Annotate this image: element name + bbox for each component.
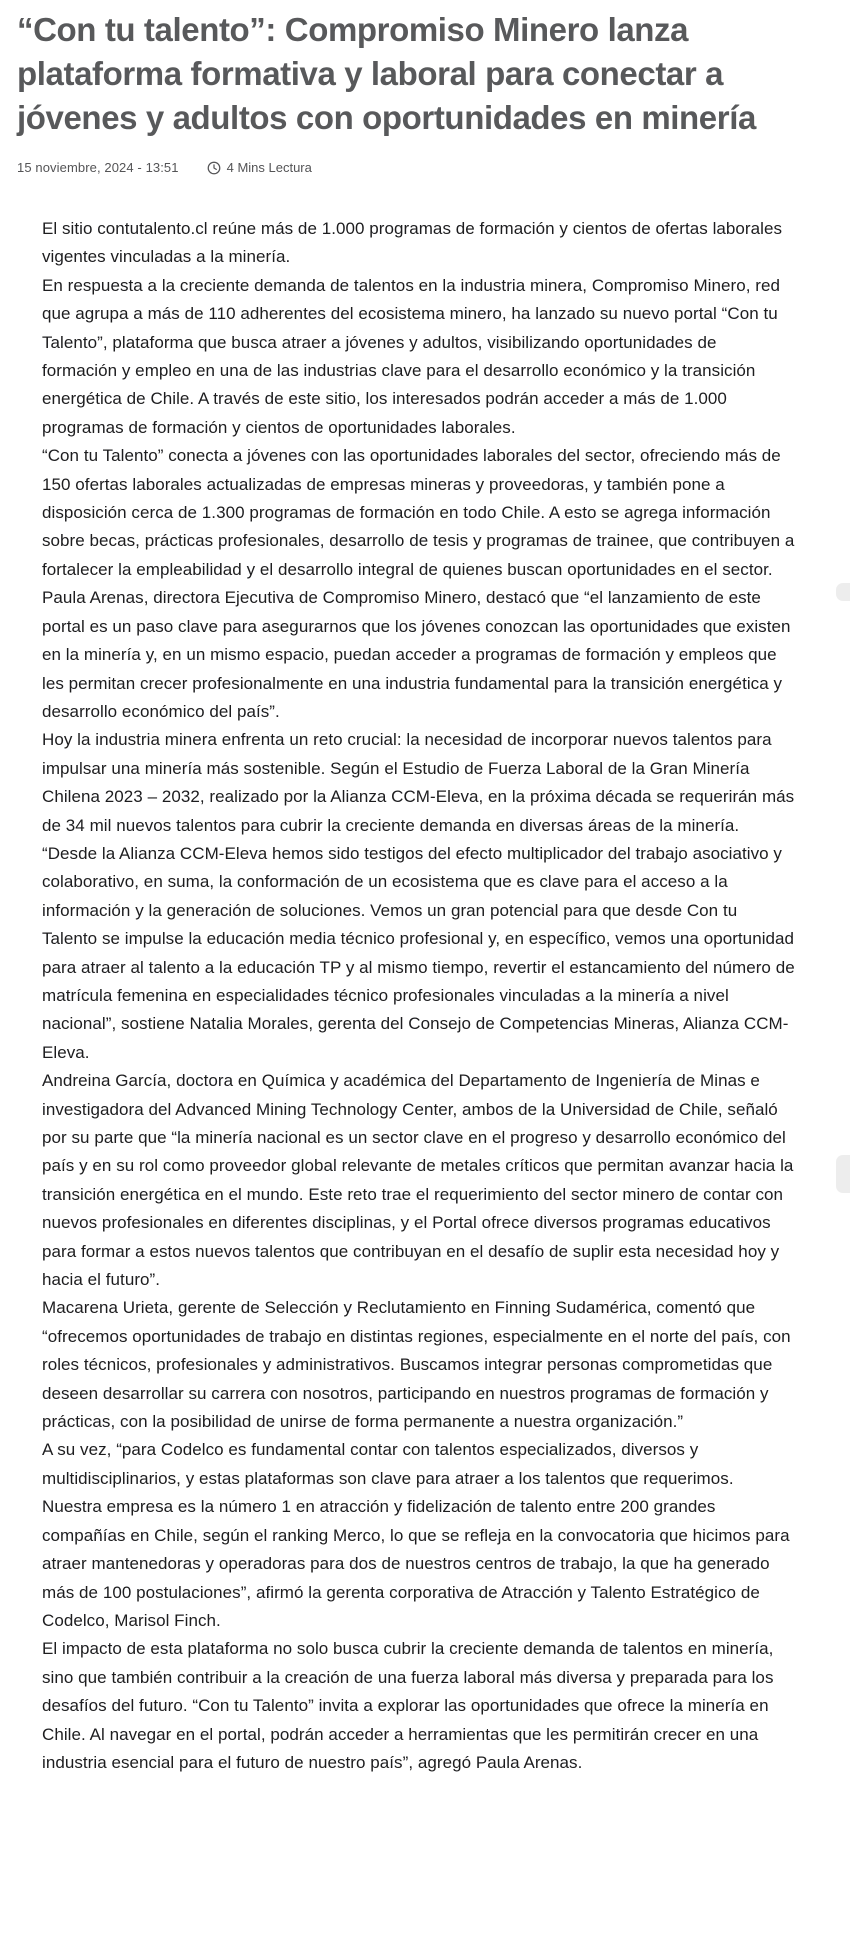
scrollbar-thumb[interactable] <box>836 1155 850 1193</box>
article-paragraph: Paula Arenas, directora Ejecutiva de Compromiso Minero, destacó que “el lanzamiento de este portal es un paso clave para asegurarnos que los jóvenes conozcan las oportunidades que existen en la minería y, en un mismo espacio, puedan acceder a programas de formación y empleos que les permitan crecer profesionalmente en una industria fundamental para la transición energética y desarrollo económico del país”. <box>42 588 791 721</box>
read-time <box>207 160 312 175</box>
article-paragraph: A su vez, “para Codelco es fundamental contar con talentos especializados, diversos y multidisciplinarios, y estas plataformas son clave para atraer a los talentos que requerimos. Nuestra empresa es la número 1 en atracción y fidelización de talento entre 200 grandes compañías en Chile, según el ranking Merco, lo que se refleja en la convocatoria que hicimos para atraer mantenedoras y operadoras para dos de nuestros centros de trabajo, la que ha generado más de 100 postulaciones”, afirmó la gerenta corporativa de Atracción y Talento Estratégico de Codelco, Marisol Finch. <box>42 1440 790 1630</box>
article-paragraph: El impacto de esta plataforma no solo busca cubrir la creciente demanda de talentos en minería, sino que también contribuir a la creación de una fuerza laboral más diversa y preparada para los desafíos del futuro. “Con tu Talento” invita a explorar las oportunidades que ofrece la minería en Chile. Al navegar en el portal, podrán acceder a herramientas que les permitirán crecer en una industria esencial para el futuro de nuestro país”, agregó Paula Arenas. <box>42 1639 774 1772</box>
page-title: “Con tu talento”: Compromiso Minero lanza plataforma formativa y laboral para conectar a jóvenes y adultos con oportunidades en minería <box>17 11 756 136</box>
scrollbar-thumb[interactable] <box>836 583 850 601</box>
publish-date: 15 noviembre, 2024 - 13:51 <box>17 160 179 175</box>
article-paragraph: En respuesta a la creciente demanda de talentos en la industria minera, Compromiso Minero, red que agrupa a más de 110 adherentes del ecosistema minero, ha lanzado su nuevo portal “Con tu Talento”, plataforma que busca atraer a jóvenes y adultos, visibilizando oportunidades de formación y empleo en una de las industrias clave para el desarrollo económico y la transición energética de Chile. A través de este sitio, los interesados podrán acceder a más de 1.000 programas de formación y cientos de oportunidades laborales. <box>42 275 780 437</box>
article-paragraph: “Desde la Alianza CCM-Eleva hemos sido testigos del efecto multiplicador del trabajo asociativo y colaborativo, en suma, la conformación de un ecosistema que es clave para el acceso a la información y la generación de soluciones. Vemos un gran potencial para que desde Con tu Talento se impulse la educación media técnico profesional y, en específico, vemos una oportunidad para atraer al talento a la educación TP y al mismo tiempo, revertir el estancamiento del número de matrícula femenina en especialidades técnico profesionales vinculadas a la minería a nivel nacional”, sostiene Natalia Morales, gerenta del Consejo de Competencias Mineras, Alianza CCM-Eleva. <box>42 843 795 1062</box>
article-paragraph: Andreina García, doctora en Química y académica del Departamento de Ingeniería de Minas e investigadora del Advanced Mining Technology Center, ambos de la Universidad de Chile, señaló por su parte que “la minería nacional es un sector clave en el progreso y desarrollo económico del país y en su rol como proveedor global relevante de metales críticos que permitan avanzar hacia la transición energética en el mundo. Este reto trae el requerimiento del sector minero de contar con nuevos profesionales en diferentes disciplinas, y el Portal ofrece diversos programas educativos para formar a estos nuevos talentos que contribuyan en el desafío de suplir esta necesidad hoy y hacia el futuro”. <box>42 1071 794 1290</box>
article-meta <box>17 160 850 175</box>
article-paragraph: El sitio contutalento.cl reúne más de 1.000 programas de formación y cientos de ofertas laborales vigentes vinculadas a la minería. <box>42 219 783 267</box>
read-time-label: 4 Mins Lectura <box>226 160 312 175</box>
article-paragraph: Macarena Urieta, gerente de Selección y Reclutamiento en Finning Sudamérica, comentó que “ofrecemos oportunidades de trabajo en distintas regiones, especialmente en el norte del país, con roles técnicos, profesionales y administrativos. Buscamos integrar personas comprometidas que deseen desarrollar su carrera con nosotros, participando en nuestros programas de formación y prácticas, con la posibilidad de unirse de forma permanente a nuestra organización.” <box>42 1298 791 1432</box>
article-body <box>0 215 850 1777</box>
clock-icon <box>207 161 221 175</box>
article-paragraph: “Con tu Talento” conecta a jóvenes con las oportunidades laborales del sector, ofreciendo más de 150 ofertas laborales actualizadas de empresas mineras y proveedoras, y también pone a disposición cerca de 1.300 programas de formación en todo Chile. A esto se agrega información sobre becas, prácticas profesionales, desarrollo de tesis y programas de trainee, que contribuyen a fortalecer la empleabilidad y el desarrollo integral de quienes buscan oportunidades en el sector. <box>42 446 795 579</box>
article-paragraph: Hoy la industria minera enfrenta un reto crucial: la necesidad de incorporar nuevos talentos para impulsar una minería más sostenible. Según el Estudio de Fuerza Laboral de la Gran Minería Chilena 2023 – 2032, realizado por la Alianza CCM-Eleva, en la próxima década se requerirán más de 34 mil nuevos talentos para cubrir la creciente demanda en diversas áreas de la minería. <box>42 730 795 835</box>
